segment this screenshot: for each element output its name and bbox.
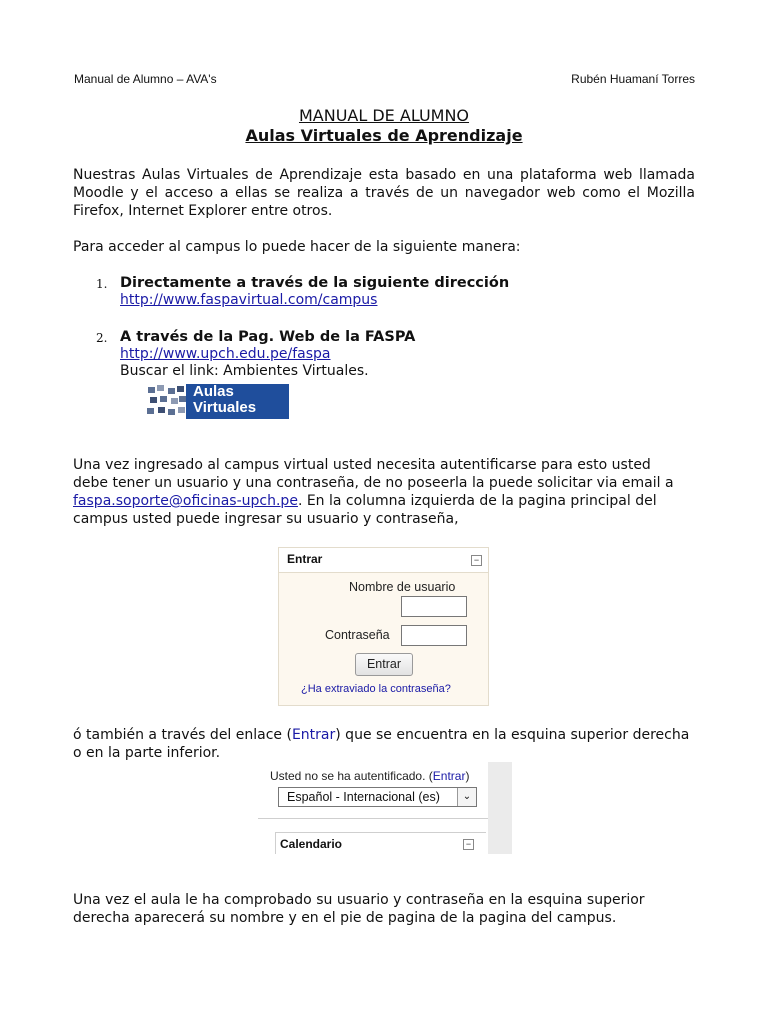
login-block — [278, 547, 489, 706]
logo-text-line-1: Aulas — [193, 384, 234, 400]
header-author: Rubén Huamaní Torres — [571, 72, 695, 86]
aulas-virtuales-logo[interactable] — [146, 384, 289, 419]
status-text: Usted no se ha autentificado. ( — [270, 769, 433, 783]
language-select[interactable] — [278, 787, 477, 807]
login-button[interactable]: Entrar — [355, 653, 413, 676]
calendar-title: Calendario — [280, 837, 343, 851]
logo-mosaic-icon — [146, 384, 186, 419]
logo-text-line-2: Virtuales — [193, 399, 257, 416]
username-label: Nombre de usuario — [349, 580, 456, 594]
entrar-link[interactable]: Entrar — [291, 727, 336, 743]
calendar-block-header — [275, 832, 486, 854]
campus-link[interactable]: http://www.faspavirtual.com/campus — [120, 292, 378, 308]
username-input[interactable] — [401, 596, 467, 617]
page-header — [74, 72, 695, 86]
list-number: 1. — [96, 277, 108, 291]
status-entrar-link[interactable]: Entrar — [432, 769, 466, 783]
intro-paragraph: Nuestras Aulas Virtuales de Aprendizaje esta basado en una plataforma web llamada Moodle y el acceso a ellas se realiza a través de un navegador web como el Mozilla Firefox, Internet Explorer entre otros. — [73, 167, 695, 219]
list-item-heading: A través de la Pag. Web de la FASPA — [120, 329, 416, 345]
password-input[interactable] — [401, 625, 467, 646]
collapse-icon[interactable]: − — [471, 555, 482, 566]
final-paragraph: Una vez el aula le ha comprobado su usuario y contraseña en la esquina superior derecha aparecerá su nombre y en el pie de pagina de la pagina del campus. — [73, 892, 645, 926]
divider — [258, 818, 488, 819]
access-intro-paragraph: Para acceder al campus lo puede hacer de la siguiente manera: — [73, 239, 521, 255]
faspa-link[interactable]: http://www.upch.edu.pe/faspa — [120, 346, 331, 362]
title-line-2: Aulas Virtuales de Aprendizaje — [245, 126, 523, 145]
list-item-heading: Directamente a través de la siguiente dirección — [120, 275, 510, 291]
password-label: Contraseña — [325, 628, 390, 642]
title-line-1: MANUAL DE ALUMNO — [298, 106, 470, 125]
support-email-link[interactable]: faspa.soporte@oficinas-upch.pe — [73, 493, 298, 509]
list-number: 2. — [96, 331, 108, 345]
header-document-title: Manual de Alumno – AVA's — [74, 72, 217, 86]
login-block-header — [279, 548, 488, 573]
auth-paragraph — [73, 456, 683, 528]
login-status-block — [258, 762, 512, 854]
forgot-password-link[interactable]: ¿Ha extraviado la contraseña? — [301, 683, 451, 695]
chevron-down-icon[interactable]: ⌄ — [457, 788, 476, 806]
language-select-value: Español - Internacional (es) — [287, 790, 440, 804]
list-item-body — [120, 329, 415, 380]
link-text-2: ) que se encuentra en la esquina superior derecha o en la parte inferior. — [73, 727, 690, 761]
status-text-suffix: ) — [465, 769, 470, 783]
link-text-1: ó también a través del enlace ( — [73, 727, 292, 743]
scrollbar-area[interactable] — [488, 762, 512, 854]
document-title — [0, 106, 768, 146]
login-status-message — [270, 769, 469, 783]
auth-text-2: . En la columna izquierda de la pagina principal del campus usted puede ingresar su usuario y contraseña, — [73, 493, 657, 527]
auth-text-1: Una vez ingresado al campus virtual usted necesita autentificarse para esto usted debe tener un usuario y una contraseña, de no poseerla la puede solicitar via email a — [73, 457, 674, 491]
list-item-body — [120, 275, 509, 309]
logo-text — [193, 384, 256, 416]
login-block-title: Entrar — [287, 552, 323, 566]
collapse-icon[interactable]: − — [463, 839, 474, 850]
entrar-link-paragraph — [73, 726, 693, 762]
list-item-note: Buscar el link: Ambientes Virtuales. — [120, 363, 369, 379]
